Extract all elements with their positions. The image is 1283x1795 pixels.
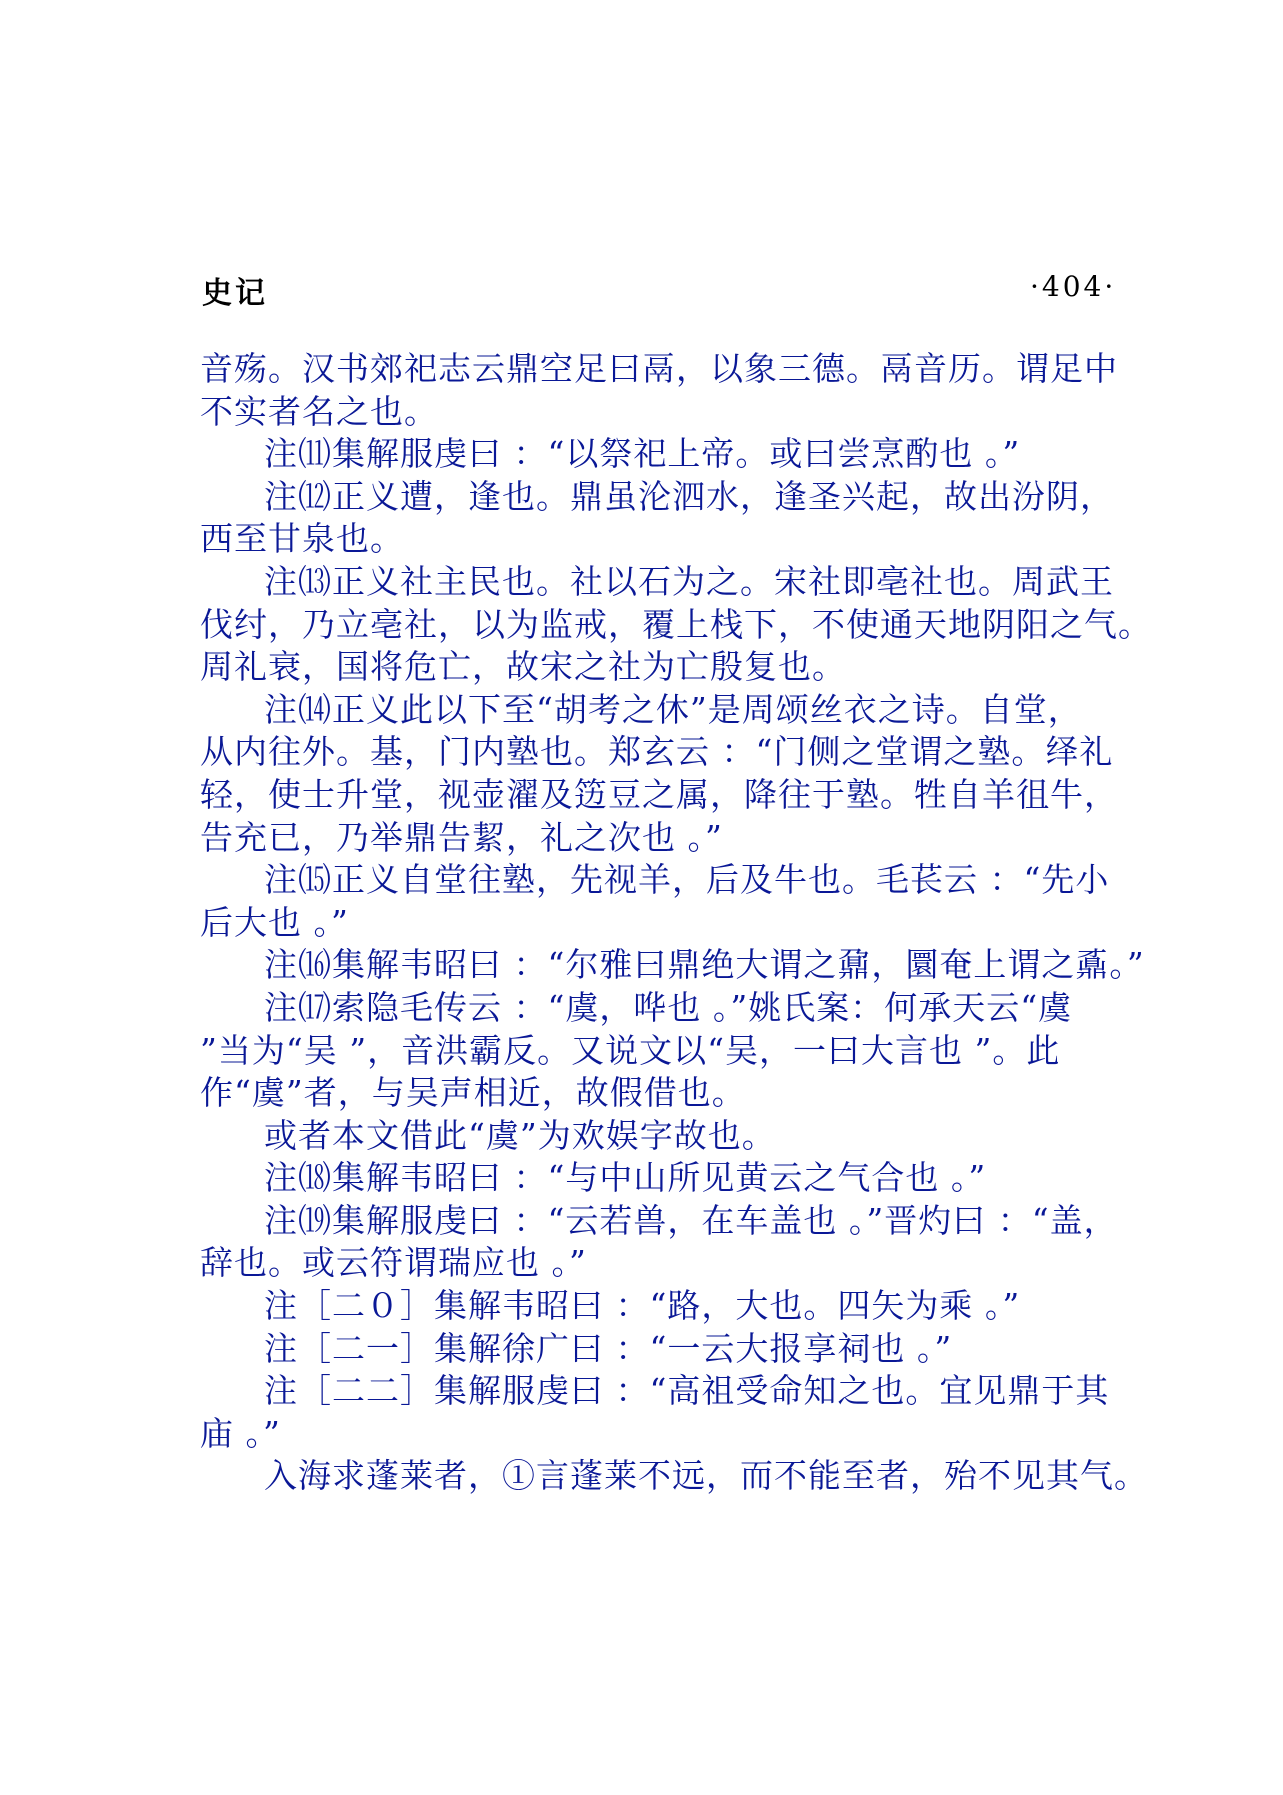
text-line: 辞也。或云符谓瑞应也 。” [200,1243,587,1283]
text-line: 注［二０］集解韦昭曰 ：“路，大也。四矢为乘 。” [264,1286,1021,1326]
text-line: 后大也 。” [200,902,349,942]
text-line: 注⒃集解韦昭曰 ：“尔雅曰鼎绝大谓之鼐，圜奄上谓之鼒。” [264,945,1145,985]
text-line: 告充已，乃举鼎告絜，礼之次也 。” [200,817,723,857]
running-head-title: 史记 [202,276,268,311]
text-line: 西至甘泉也。 [200,519,404,559]
text-line: 注［二二］集解服虔曰 ：“高祖受命知之也。宜见鼎于其 [264,1371,1110,1411]
text-line: 注［二一］集解徐广曰 ：“一云大报享祠也 。” [264,1328,953,1368]
text-line: 音殇。汉书郊祀志云鼎空足曰鬲，以象三德。鬲音历。谓足中 [200,349,1118,388]
text-line: 周礼衰，国将危亡，故宋之社为亡殷复也。 [200,647,846,687]
text-line: 从内往外。基，门内塾也。郑玄云 ：“门侧之堂谓之塾。绎礼 [200,732,1114,772]
text-line: 注⒂正义自堂往塾，先视羊，后及牛也。毛苌云 ：“先小 [264,860,1110,900]
text-line: 伐纣，乃立亳社，以为监戒，覆上栈下，不使通天地阴阳之气。 [200,604,1152,644]
text-line: 轻，使士升堂，视壶濯及笾豆之属，降往于塾。牲自羊徂牛， [200,774,1118,814]
text-line: 注⒀正义社主民也。社以石为之。宋社即亳社也。周武王 [264,561,1114,601]
body-text [200,348,1152,1498]
text-line: 或者本文借此“虞”为欢娱字故也。 [264,1115,776,1155]
text-line: 注⒄索隐毛传云 ：“虞，哗也 。”姚氏案：何承天云“虞 [264,987,1073,1027]
text-line: 注⒅集解韦昭曰 ：“与中山所见黄云之气合也 。” [264,1158,987,1198]
text-line: 注⒆集解服虔曰 ：“云若兽，在车盖也 。”晋灼曰 ：“盖， [264,1200,1118,1240]
page-number: ·404· [1030,270,1117,303]
text-line: 注⑿正义遭，逢也。鼎虽沦泗水，逢圣兴起，故出汾阴， [264,476,1114,516]
text-line: 庙 。” [200,1413,281,1453]
text-line: 注⑾集解服虔曰 ：“以祭祀上帝。或曰尝烹酌也 。” [264,434,1021,474]
text-line: 不实者名之也。 [200,391,438,431]
text-line: 入海求蓬莱者，①言蓬莱不远，而不能至者，殆不见其气。 [264,1456,1148,1496]
text-line: 注⒁正义此以下至“胡考之休”是周颂丝衣之诗。自堂， [264,689,1082,729]
text-line: 作“虞”者，与吴声相近，故假借也。 [200,1073,746,1113]
text-line: ”当为“吴 ”，音洪霸反。又说文以“吴，一曰大言也 ”。此 [200,1030,1061,1070]
